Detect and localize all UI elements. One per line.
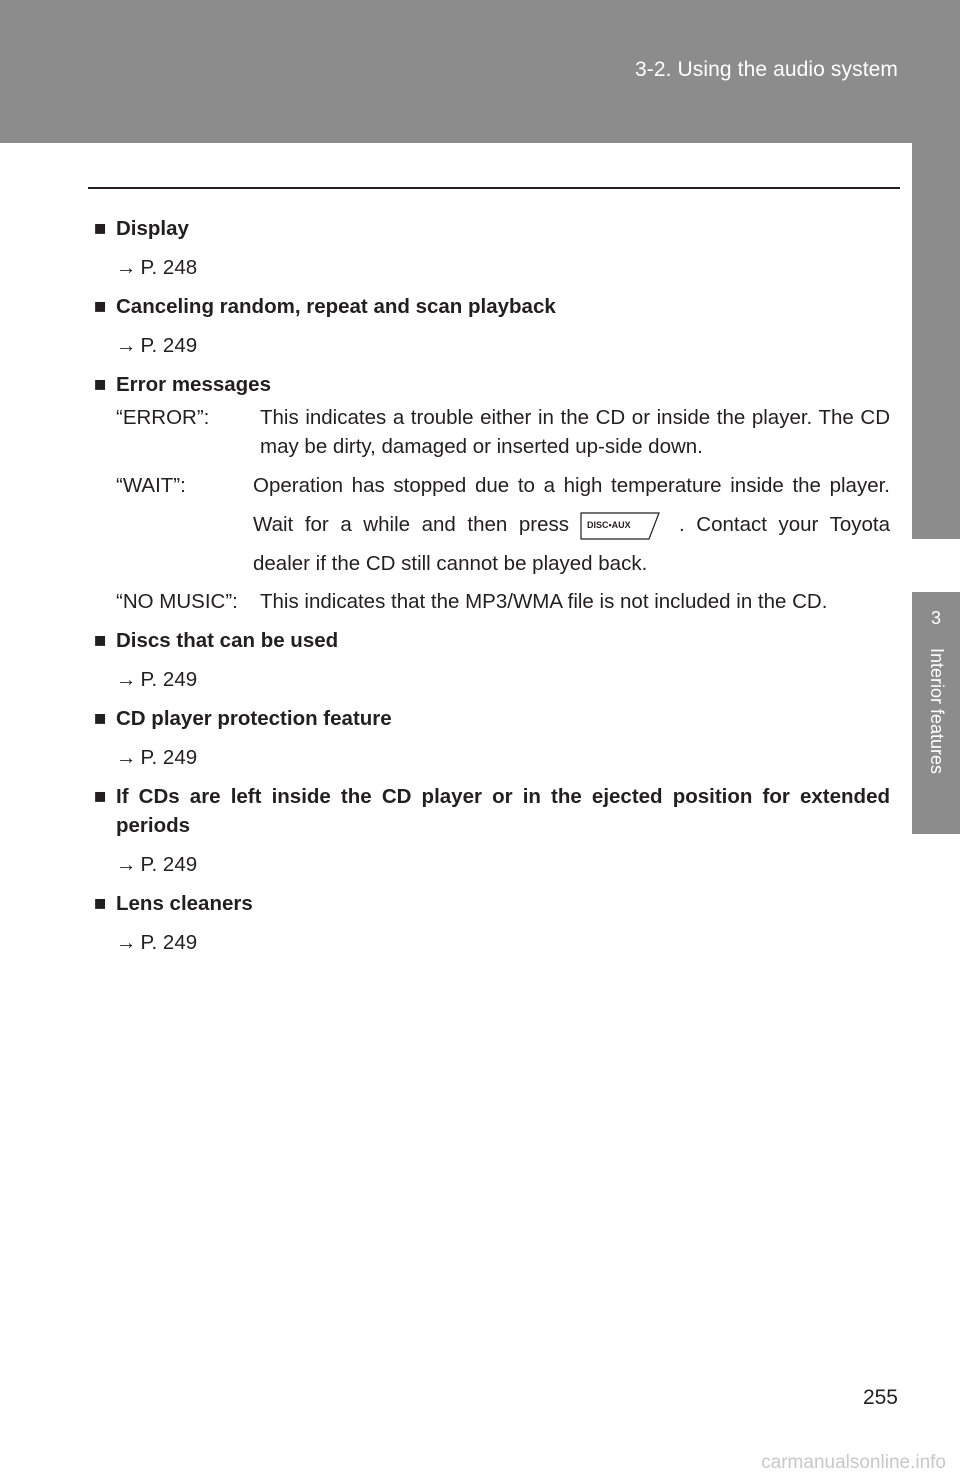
section-heading: ■ CD player protection feature [94, 704, 890, 733]
error-description: Operation has stopped due to a high temperature inside the player. Wait for a while and then press DISC•AUX . Contact your Toyota dealer if the CD still cannot be played back. [253, 474, 890, 575]
bullet-square-icon: ■ [94, 295, 107, 318]
error-description: This indicates a trouble either in the CD or inside the player. The CD may be dirty, damaged or inserted up-side down. [260, 406, 890, 458]
bullet-square-icon: ■ [94, 892, 107, 915]
section-heading: ■ If CDs are left inside the CD player or in the ejected position for extended periods [94, 782, 890, 840]
error-message-item [116, 403, 890, 461]
section-heading: ■ Discs that can be used [94, 626, 890, 655]
chapter-label: Interior features [927, 648, 947, 775]
page-reference[interactable]: → P. 248 [116, 256, 198, 279]
page-reference[interactable]: → P. 249 [116, 746, 198, 769]
section-heading: ■ Canceling random, repeat and scan playback [94, 292, 890, 321]
bullet-square-icon: ■ [94, 785, 107, 808]
error-description: This indicates that the MP3/WMA file is not included in the CD. [260, 590, 828, 613]
page-content [94, 214, 890, 967]
svg-text:DISC•AUX: DISC•AUX [587, 519, 631, 530]
side-tab-strip [912, 143, 960, 539]
page-reference[interactable]: → P. 249 [116, 853, 198, 876]
bullet-square-icon: ■ [94, 217, 107, 240]
section-heading: ■ Lens cleaners [94, 889, 890, 918]
chapter-number: 3 [912, 592, 960, 644]
page-reference[interactable]: → P. 249 [116, 931, 198, 954]
section-title: 3-2. Using the audio system [635, 58, 898, 81]
arrow-right-icon: → [116, 334, 137, 357]
error-message-item [116, 471, 890, 583]
bullet-square-icon: ■ [94, 707, 107, 730]
section-heading: ■ Error messages [94, 370, 890, 399]
error-message-item [116, 587, 890, 616]
bullet-square-icon: ■ [94, 373, 107, 396]
arrow-right-icon: → [116, 668, 137, 691]
header-rule [88, 187, 900, 189]
arrow-right-icon: → [116, 746, 137, 769]
error-code: “NO MUSIC”: [116, 590, 238, 613]
page-reference[interactable]: → P. 249 [116, 668, 198, 691]
section-heading: ■ Display [94, 214, 890, 243]
arrow-right-icon: → [116, 256, 137, 279]
page-reference[interactable]: → P. 249 [116, 334, 198, 357]
page-header [0, 0, 960, 143]
error-code: “WAIT”: [116, 474, 186, 497]
arrow-right-icon: → [116, 853, 137, 876]
bullet-square-icon: ■ [94, 629, 107, 652]
arrow-right-icon: → [116, 931, 137, 954]
watermark: carmanualsonline.info [761, 1452, 946, 1473]
page-number: 255 [862, 1386, 898, 1409]
disc-aux-button-icon [579, 510, 669, 542]
error-code: “ERROR”: [116, 406, 210, 429]
